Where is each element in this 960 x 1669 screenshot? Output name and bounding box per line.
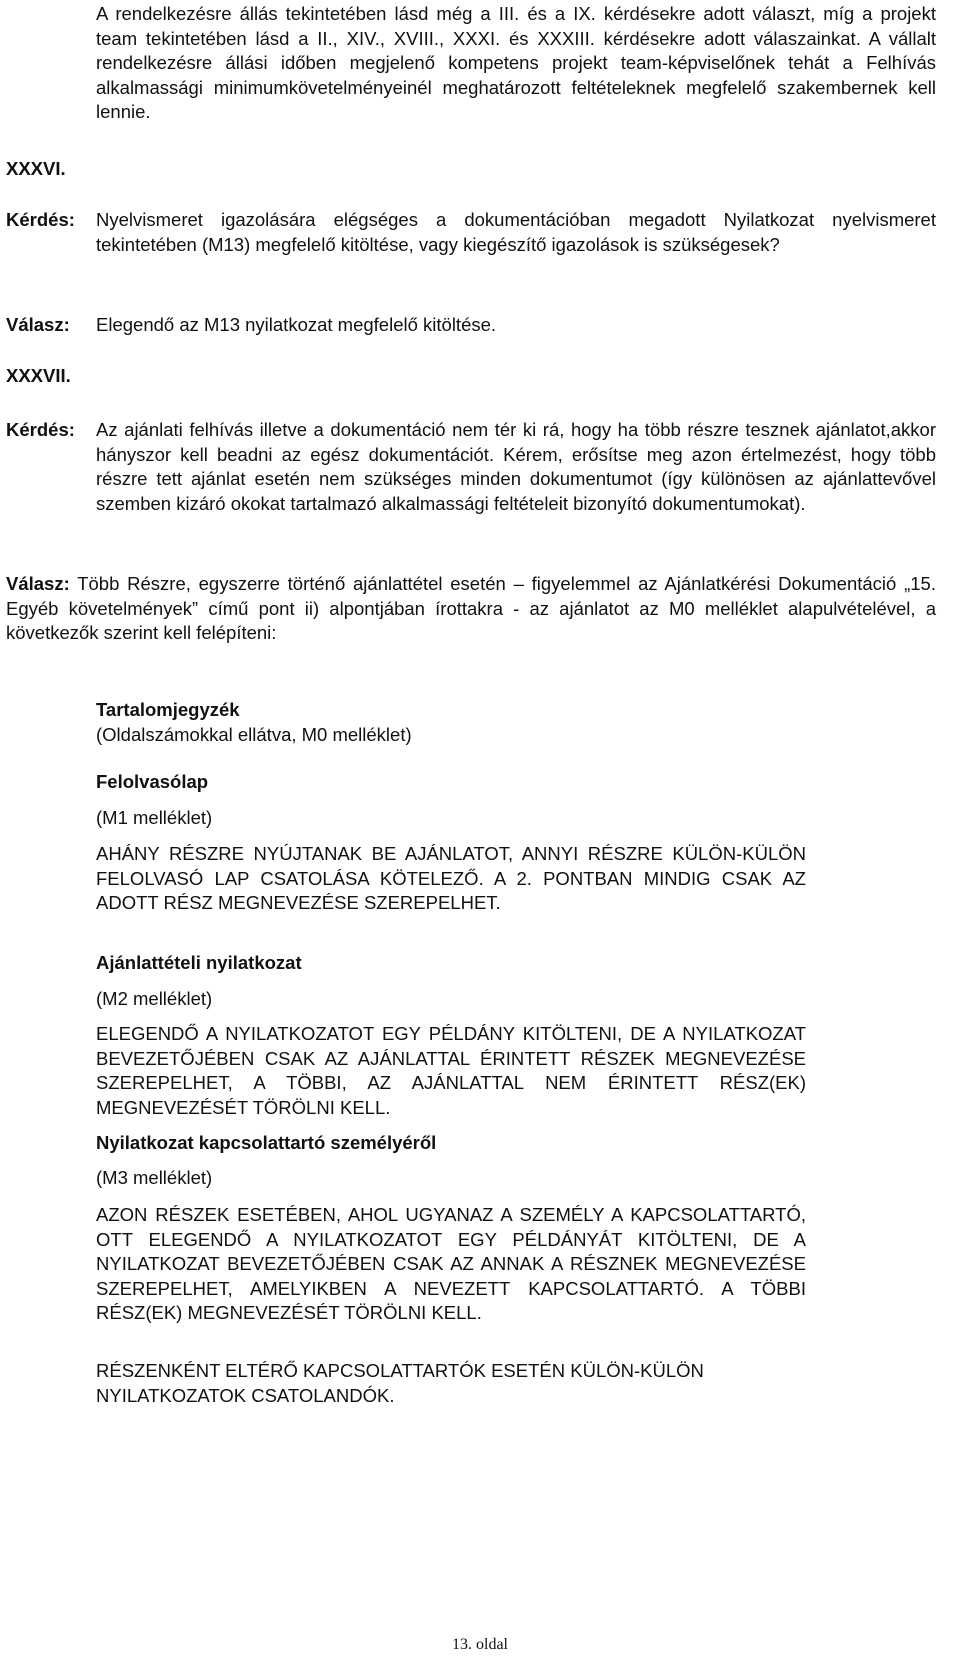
question-text: Az ajánlati felhívás illetve a dokumentáció nem tér ki rá, hogy ha több részre tesznek ajánlatot,akkor hányszor kell beadni az egész dokumentációt. Kérem, erősítse meg azon értelmezést, hogy több részre tett ajánlat esetén nem szükséges minden dokumentumot (így különösen az ajánlattevővel szemben kizáró okokat tartalmazó alkalmassági feltételeit bizonyító dokumentumokat).	[96, 419, 936, 514]
answer-label: Válasz:	[6, 314, 70, 335]
page-number: 13. oldal	[452, 1636, 508, 1653]
m1-heading: Felolvasólap	[96, 771, 209, 792]
m2-text: ELEGENDŐ A NYILATKOZATOT EGY PÉLDÁNY KITÖLTENI, DE A NYILATKOZAT BEVEZETŐJÉBEN CSAK AZ AJÁNLATTAL ÉRINTETT RÉSZEK MEGNEVEZÉSE SZEREPELHET, A TÖBBI, AZ AJÁNLATTAL NEM ÉRINTETT RÉSZ(EK) MEGNEVEZÉSÉT TÖRÖLNI KELL.	[96, 1023, 806, 1118]
m1-note: (M1 melléklet)	[96, 807, 213, 828]
toc-item	[96, 698, 806, 747]
intro-paragraph: A rendelkezésre állás tekintetében lásd még a III. és a IX. kérdésekre adott választ, míg a projekt team tekintetében lásd a II., XIV., XVIII., XXXI. és XXXIII. kérdésekre adott válaszainkat. A vállalt rendelkezésre állási időben megjelenő kompetens projekt team-képviselőnek tehát a Felhívás alkalmassági minimumkövetelményeinél meghatározott feltételeknek megfelelő szakembernek kell lennie.	[96, 3, 936, 122]
answer-text: Elegendő az M13 nyilatkozat megfelelő kitöltése.	[96, 314, 497, 335]
section-number-36: XXXVI.	[6, 158, 66, 179]
answer-37	[6, 572, 936, 646]
m1-text: AHÁNY RÉSZRE NYÚJTANAK BE AJÁNLATOT, ANNYI RÉSZRE KÜLÖN-KÜLÖN FELOLVASÓ LAP CSATOLÁSA KÖTELEZŐ. A 2. PONTBAN MINDIG CSAK AZ ADOTT RÉSZ MEGNEVEZÉSE SZEREPELHET.	[96, 843, 806, 913]
m3-text-2: RÉSZENKÉNT ELTÉRŐ KAPCSOLATTARTÓK ESETÉN KÜLÖN-KÜLÖN NYILATKOZATOK CSATOLANDÓK.	[96, 1360, 704, 1406]
toc-note: (Oldalszámokkal ellátva, M0 melléklet)	[96, 723, 412, 745]
question-text: Nyelvismeret igazolására elégséges a dokumentációban megadott Nyilatkozat nyelvismeret tekintetében (M13) megfelelő kitöltése, vagy kiegészítő igazolások is szükségesek?	[96, 209, 936, 255]
question-36	[6, 208, 936, 257]
section-number-37: XXXVII.	[6, 365, 71, 386]
question-label: Kérdés:	[6, 419, 75, 440]
m2-note: (M2 melléklet)	[96, 988, 213, 1009]
answer-36	[6, 313, 936, 338]
toc-heading: Tartalomjegyzék	[96, 699, 240, 720]
answer-text: Több Részre, egyszerre történő ajánlattétel esetén – figyelemmel az Ajánlatkérési Dokumentáció „15. Egyéb követelmények” című pont ii) alpontjában írottakra - az ajánlatot az M0 melléklet alapulvételével, a következők szerint kell felépíteni:	[6, 573, 936, 643]
m3-text: AZON RÉSZEK ESETÉBEN, AHOL UGYANAZ A SZEMÉLY A KAPCSOLATTARTÓ, OTT ELEGENDŐ A NYILATKOZATOT EGY PÉLDÁNYÁT KITÖLTENI, DE A NYILATKOZAT BEVEZETŐJÉBEN CSAK AZ ANNAK A RÉSZNEK MEGNEVEZÉSE SZEREPELHET, AMELYIKBEN A NEVEZETT KAPCSOLATTARTÓ. A TÖBBI RÉSZ(EK) MEGNEVEZÉSÉT TÖRÖLNI KELL.	[96, 1204, 806, 1323]
question-37	[6, 418, 936, 516]
answer-label: Válasz:	[6, 573, 70, 594]
m2-heading: Ajánlattételi nyilatkozat	[96, 952, 302, 973]
m3-heading: Nyilatkozat kapcsolattartó személyéről	[96, 1132, 437, 1153]
m3-note: (M3 melléklet)	[96, 1167, 213, 1188]
question-label: Kérdés:	[6, 209, 75, 230]
